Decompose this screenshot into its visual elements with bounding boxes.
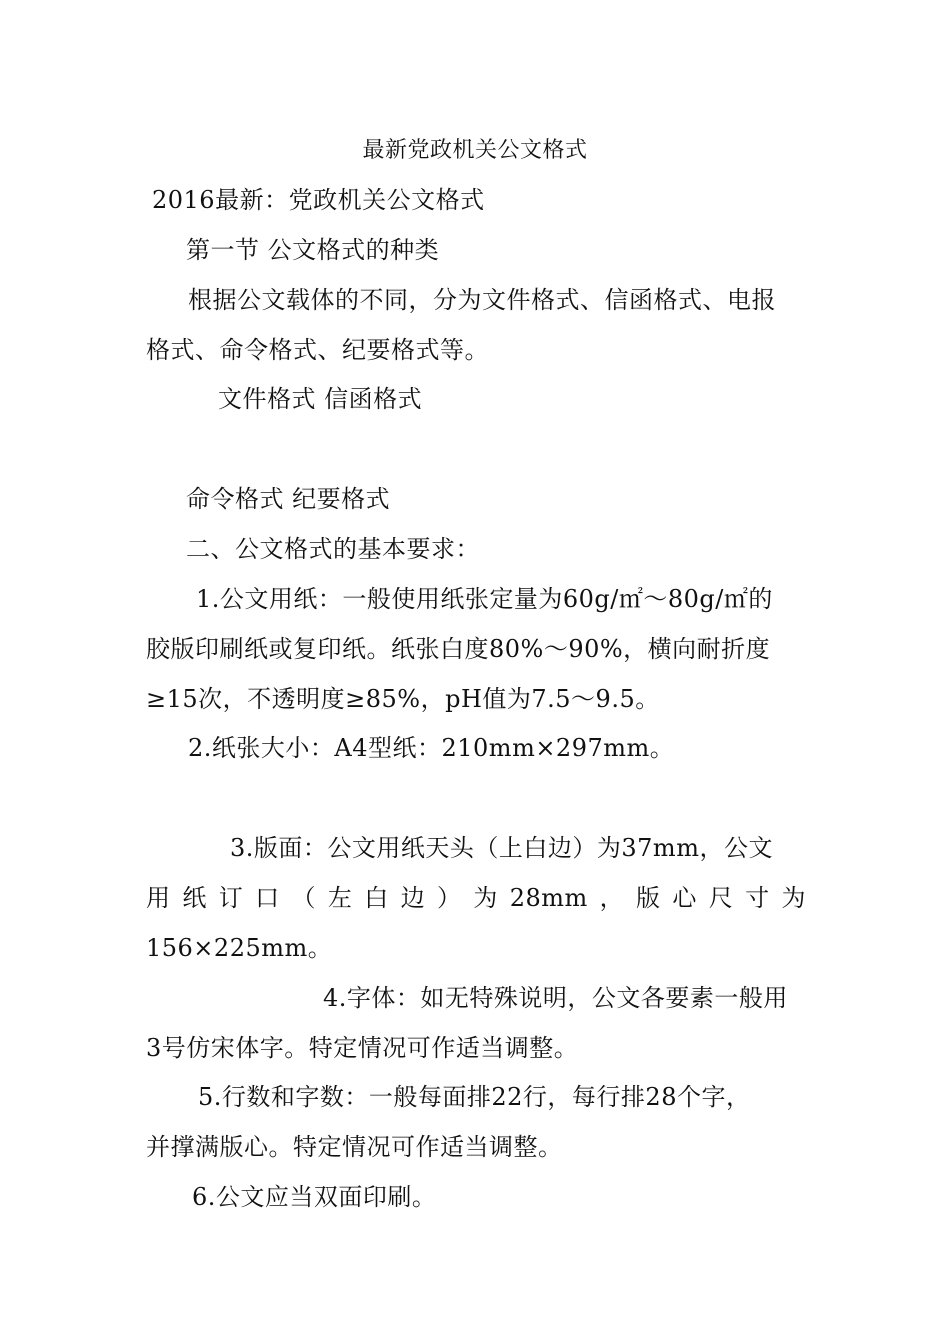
paragraph-line: 1.公文用纸：一般使用纸张定量为60g/㎡～80g/㎡的 [196,585,773,613]
document-title: 最新党政机关公文格式 [362,138,588,163]
paragraph-line: 根据公文载体的不同，分为文件格式、信函格式、电报 [188,286,776,314]
paragraph-line: 156×225mm。 [146,934,333,962]
paragraph-line: 3号仿宋体字。特定情况可作适当调整。 [146,1034,579,1062]
paragraph-line: 3.版面：公文用纸天头（上白边）为37mm，公文 [230,834,773,862]
section-heading-2: 二、公文格式的基本要求： [186,535,480,563]
paragraph-line: ≥15次，不透明度≥85%，pH值为7.5～9.5。 [146,685,660,713]
paragraph-line: 5.行数和字数：一般每面排22行，每行排28个字， [198,1083,751,1111]
paragraph-line: 4.字体：如无特殊说明，公文各要素一般用 [323,984,788,1012]
format-list-line: 命令格式 纪要格式 [186,485,391,513]
section-heading-1: 第一节 公文格式的种类 [186,236,440,264]
paragraph-line: 6.公文应当双面印刷。 [192,1183,437,1211]
paragraph-line: 2.纸张大小：A4型纸：210mm×297mm。 [188,734,675,762]
paragraph-line: 并撑满版心。特定情况可作适当调整。 [146,1133,563,1161]
paragraph-line: 胶版印刷纸或复印纸。纸张白度80%～90%，横向耐折度 [146,635,771,663]
subtitle-line: 2016最新：党政机关公文格式 [152,186,485,214]
format-list-line: 文件格式 信函格式 [218,385,423,413]
paragraph-line: 用纸订口（左白边）为28mm，版心尺寸为 [146,884,806,912]
paragraph-line: 格式、命令格式、纪要格式等。 [146,336,489,364]
